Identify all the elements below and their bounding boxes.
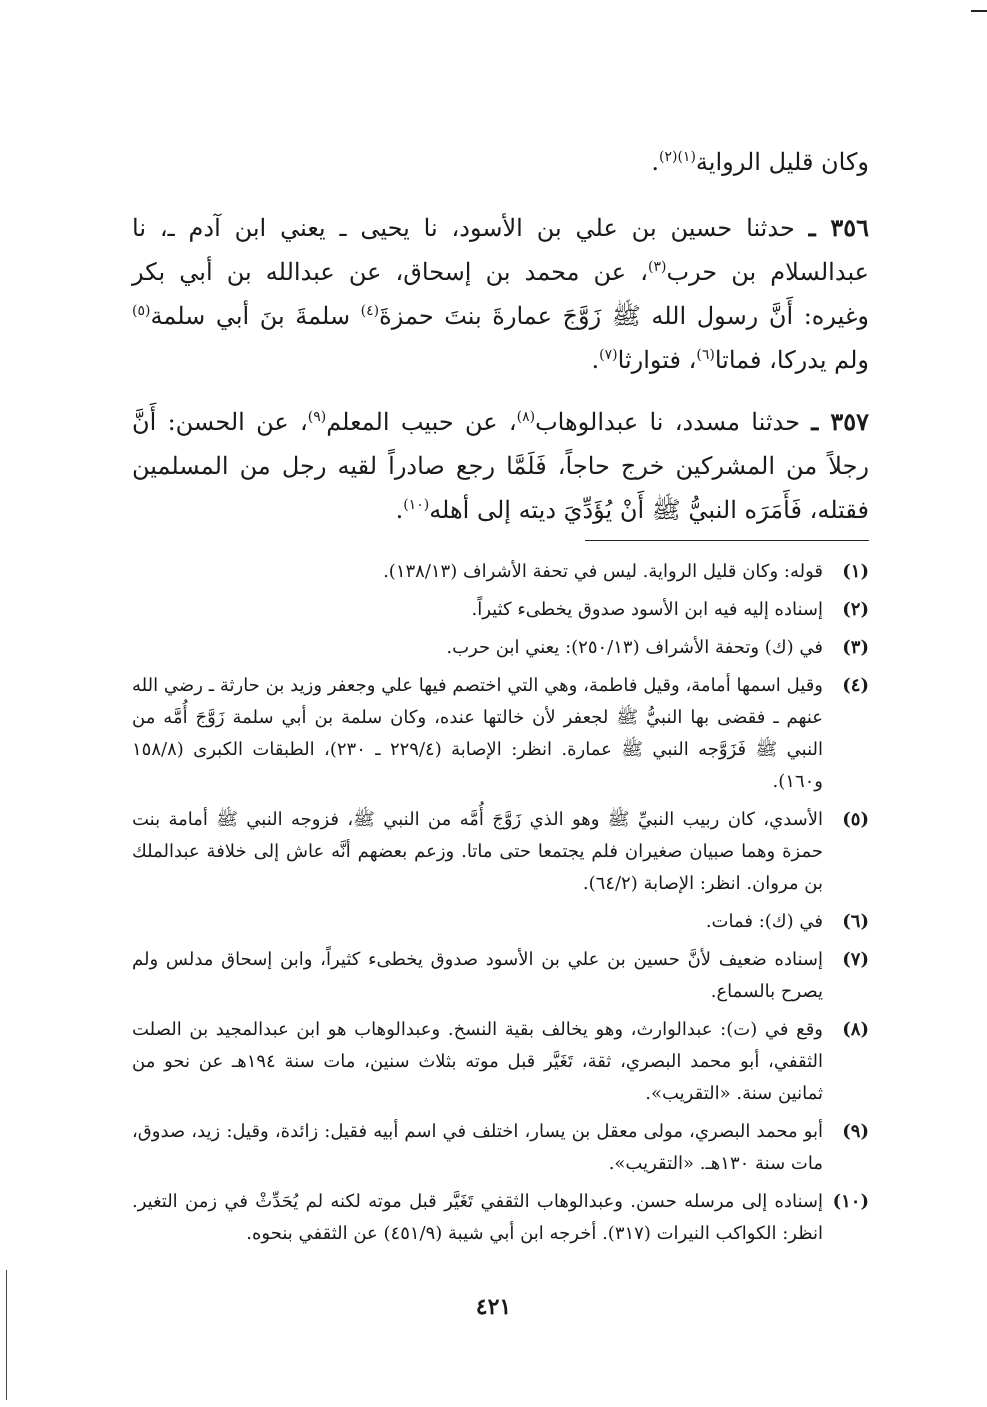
footnote-text: في (ك) وتحفة الأشراف (٢٥٠/١٣): يعني ابن حرب. [446, 637, 823, 658]
hadith-number: ٣٥٦ ـ [808, 213, 869, 242]
hadith-text: ، عن حبيب المعلم [326, 408, 517, 436]
footnote-text: إسناده إليه فيه ابن الأسود صدوق يخطىء كثيراً. [471, 599, 823, 620]
footnote-ref[interactable]: (٦) [696, 347, 715, 363]
footnote-text: الأسدي، كان ربيب النبيِّ ﷺ وهو الذي زَوَّجَ أُمَّه من النبي ﷺ، فزوجه النبي ﷺ أمامة بنت حمزة وهما صبيان صغيران فلم يجتمعا حتى ماتا. وزعم بعضهم أنَّه عاش إلى خلافة عبدالملك بن مروان. انظر: الإصابة (٦٤/٢). [132, 809, 823, 894]
hadith-text: . [395, 496, 404, 524]
footnote-text: أبو محمد البصري، مولى معقل بن يسار، اختلف في اسم أبيه فقيل: زائدة، وقيل: زيد، صدوق، مات سنة ١٣٠هـ. «التقريب». [132, 1121, 823, 1174]
hadith-text: . [591, 346, 600, 374]
hadith-text: ، فتوارثا [617, 346, 697, 374]
footnote-ref[interactable]: (١٠) [403, 497, 430, 513]
hadith-text: ، عن الحسن: أَنَّ رجلاً من المشركين خرج حاجاً، فَلَمَّا رجع صادراً لقيه رجل من المسلمين فقتله، فَأَمَرَه النبيُّ ﷺ أَنْ يُؤَدِّيَ ديته إلى أهله [132, 408, 869, 524]
intro-paragraph [132, 140, 869, 184]
footnote-text: إسناده إلى مرسله حسن. وعبدالوهاب الثقفي تَغَيَّر قبل موته لكنه لم يُحَدِّثْ في زمن التغير. انظر: الكواكب النيرات (٣١٧). أخرجه ابن أبي شيبة (٤٥١/٩) عن الثقفي بنحوه. [132, 1191, 823, 1244]
footnote-separator [585, 540, 869, 541]
footnote-3 [132, 632, 869, 664]
footnote-number: (٧) [842, 949, 869, 970]
footnote-6 [132, 906, 869, 938]
intro-text: وكان قليل الرواية [695, 148, 869, 176]
footnote-4 [132, 670, 869, 798]
hadith-356 [132, 206, 869, 382]
footnote-ref[interactable]: (٨) [516, 409, 536, 425]
hadith-text: حدثنا مسدد، نا عبدالوهاب [535, 408, 800, 436]
footnote-text: في (ك): فمات. [705, 911, 823, 932]
footnote-number: (٥) [842, 809, 869, 830]
footnote-ref[interactable]: (٣) [647, 259, 667, 275]
footnote-ref[interactable]: (٧) [599, 347, 618, 363]
footnote-ref[interactable]: (٥) [132, 303, 151, 319]
footnote-2 [132, 594, 869, 626]
hadith-text: ، عن محمد بن إسحاق، عن عبدالله بن أبي بكر وغيره: أَنَّ رسول الله ﷺ زَوَّجَ عمارةَ بنتَ حمزةَ [132, 258, 869, 330]
scan-line [6, 1270, 7, 1400]
scan-edge-mark [971, 10, 987, 12]
footnote-number: (٤) [842, 675, 869, 696]
footnote-text: إسناده ضعيف لأنَّ حسين بن علي بن الأسود صدوق يخطىء كثيراً، وابن إسحاق مدلس ولم يصرح بالسماع. [132, 949, 823, 1002]
footnote-ref[interactable]: (٤) [360, 303, 380, 319]
footnote-10 [132, 1186, 869, 1250]
footnote-number: (٢) [842, 599, 869, 620]
footnote-number: (١) [842, 561, 869, 582]
footnote-5 [132, 804, 869, 900]
footnotes [132, 556, 869, 1256]
intro-end: . [651, 148, 659, 176]
footnote-7 [132, 944, 869, 1008]
hadith-357 [132, 400, 869, 532]
hadith-text: حدثنا حسين بن علي بن الأسود، نا يحيى ـ يعني ابن آدم ـ، نا عبدالسلام بن حرب [132, 214, 870, 286]
footnote-number: (٦) [842, 911, 869, 932]
footnote-1 [132, 556, 869, 588]
main-text [132, 140, 869, 550]
footnote-text: وقيل اسمها أمامة، وقيل فاطمة، وهي التي اختصم فيها علي وجعفر وزيد بن حارثة ـ رضي الله عنهم ـ فقضى بها النبيُّ ﷺ لجعفر لأن خالتها عنده، وكان سلمة بن أبي سلمة زَوَّجَ أُمَّه من النبي ﷺ فَزَوَّجه النبي ﷺ عمارة. انظر: الإصابة (٢٢٩/٤ ـ ٢٣٠)، الطبقات الكبرى (١٥٨/٨ و١٦٠). [132, 675, 823, 792]
footnote-text: وقع في (ت): عبدالوارث، وهو يخالف بقية النسخ. وعبدالوهاب هو ابن عبدالمجيد بن الصلت الثقفي، أبو محمد البصري، ثقة، تَغَيَّر قبل موته بثلاث سنين، مات سنة ١٩٤هـ عن نحو من ثمانين سنة. «التقريب». [132, 1019, 823, 1104]
hadith-text: ولم يدركا، فماتا [714, 346, 869, 374]
footnote-number: (٨) [842, 1019, 869, 1040]
footnote-number: (٩) [842, 1121, 869, 1142]
footnote-number: (١٠) [832, 1191, 869, 1212]
footnote-9 [132, 1116, 869, 1180]
footnote-ref[interactable]: (١)(٢) [658, 149, 696, 165]
page-number: ٤٢١ [475, 1294, 512, 1320]
footnote-ref[interactable]: (٩) [307, 409, 327, 425]
footnote-number: (٣) [842, 637, 869, 658]
footnote-8 [132, 1014, 869, 1110]
footnote-text: قوله: وكان قليل الرواية. ليس في تحفة الأشراف (١٣٨/١٣). [383, 561, 823, 582]
hadith-number: ٣٥٧ ـ [811, 407, 869, 436]
hadith-text: سلمةَ بنَ أبي سلمة [150, 302, 361, 330]
